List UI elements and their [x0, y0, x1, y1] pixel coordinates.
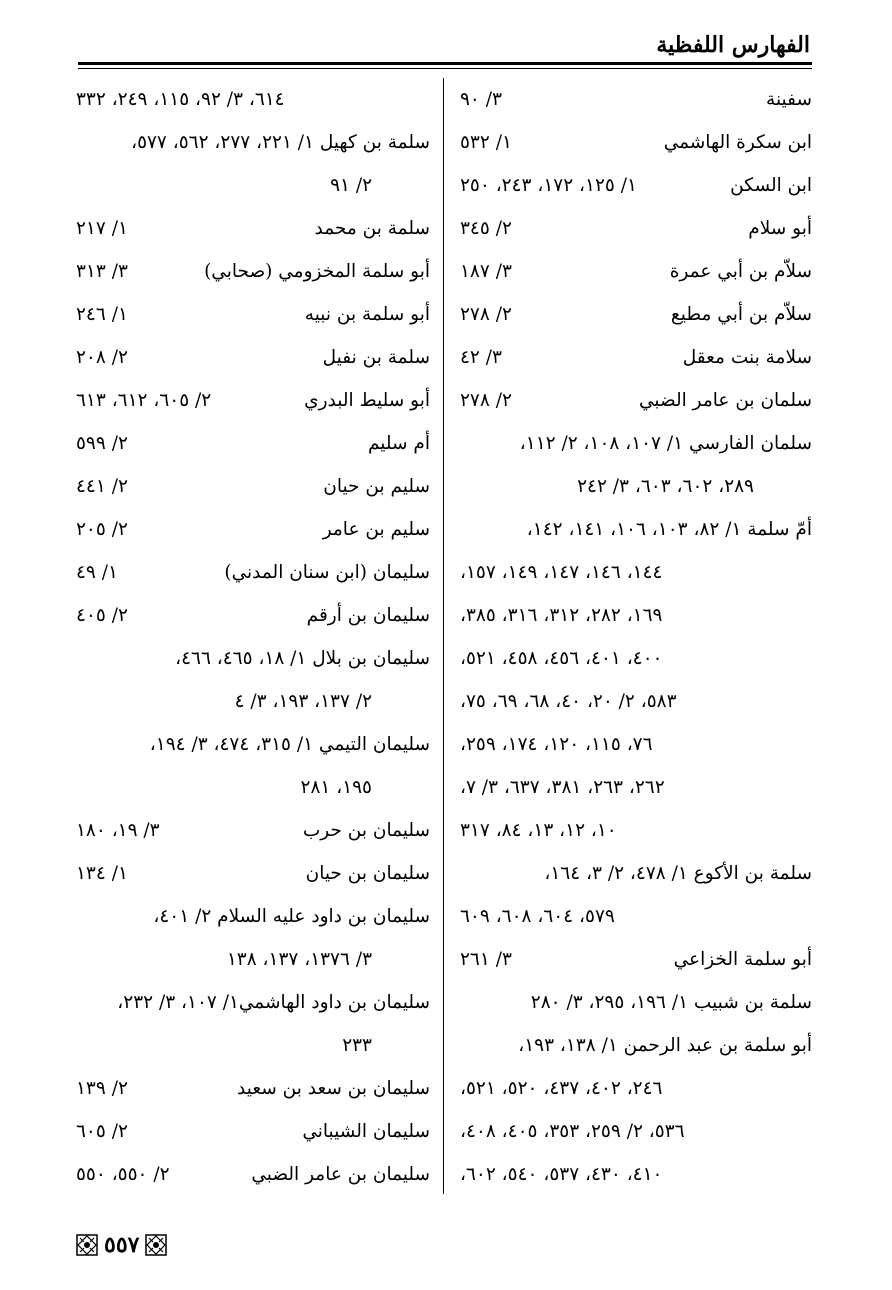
index-entry: [460, 1110, 812, 1153]
entry-ref: ٢/ ٤٤١: [76, 476, 128, 497]
entry-continuation: ٦١٤، ٣/ ٩٢، ١١٥، ٢٤٩، ٣٣٢: [76, 89, 285, 110]
index-entry: [76, 465, 430, 508]
index-entry: [460, 809, 812, 852]
index-entry: [76, 164, 430, 207]
entry-continuation: ٢/ ١٣٧، ١٩٣، ٣/ ٤: [234, 691, 372, 712]
entry-ref: ٢/ ٢٠٨: [76, 347, 128, 368]
entry-text: سلمة بن الأكوع ١/ ٤٧٨، ٢/ ٣، ١٦٤،: [544, 863, 812, 884]
index-entry: [76, 981, 430, 1024]
entry-ref: ٢/ ١٣٩: [76, 1078, 128, 1099]
entry-name: سليمان (ابن سنان المدني): [224, 562, 430, 583]
entry-continuation: ١٤٤، ١٤٦، ١٤٧، ١٤٩، ١٥٧،: [460, 562, 663, 583]
entry-ref: ٣/ ٩٠: [460, 89, 502, 110]
entry-name: سفينة: [766, 89, 812, 110]
header-rule-thick: [78, 62, 812, 65]
index-entry: [460, 250, 812, 293]
entry-name: سليمان بن حيان: [305, 863, 430, 884]
entry-ref: ٢/ ٥٩٩: [76, 433, 128, 454]
entry-text: سلمان الفارسي ١/ ١٠٧، ١٠٨، ٢/ ١١٢،: [519, 433, 812, 454]
entry-name: سلاّم بن أبي مطيع: [670, 304, 812, 325]
index-entry: [460, 121, 812, 164]
entry-ref: ٢/ ٤٠٥: [76, 605, 128, 626]
entry-ref: ٣/ ١٨٧: [460, 261, 512, 282]
entry-continuation: ٤٠٠، ٤٠١، ٤٥٦، ٤٥٨، ٥٢١،: [460, 648, 663, 669]
entry-continuation: ٢٣٣: [342, 1035, 372, 1056]
index-entry: [460, 938, 812, 981]
ornament-icon: [145, 1234, 167, 1256]
entry-continuation: ٢٦٢، ٢٦٣، ٣٨١، ٦٣٧، ٣/ ٧،: [460, 777, 665, 798]
entry-continuation: ٥٨٣، ٢/ ٢٠، ٤٠، ٦٨، ٦٩، ٧٥،: [460, 691, 677, 712]
index-entry: [76, 1024, 430, 1067]
index-entry: [76, 551, 430, 594]
index-entry: [460, 207, 812, 250]
index-entry: [76, 1067, 430, 1110]
index-entry: [460, 379, 812, 422]
entry-name: سليم بن حيان: [323, 476, 430, 497]
entry-ref: ٢/ ٦٠٥، ٦١٢، ٦١٣: [76, 390, 212, 411]
index-entry: [460, 465, 812, 508]
entry-ref: ١/ ٤٩: [76, 562, 118, 583]
entry-text: أبو سلمة بن عبد الرحمن ١/ ١٣٨، ١٩٣،: [518, 1035, 812, 1056]
entry-continuation: ٣/ ١٣٧٦، ١٣٧، ١٣٨: [226, 949, 372, 970]
index-entry: [76, 723, 430, 766]
index-entry: [76, 938, 430, 981]
entry-name: سليمان بن أرقم: [306, 605, 430, 626]
entry-text: سليمان بن داود عليه السلام ٢/ ٤٠١،: [153, 906, 430, 927]
index-entry: [76, 895, 430, 938]
entry-text: أمّ سلمة ١/ ٨٢، ١٠٣، ١٠٦، ١٤١، ١٤٢،: [526, 519, 812, 540]
index-entry: [460, 637, 812, 680]
entry-ref: ١/ ١٣٤: [76, 863, 128, 884]
entry-ref: ٢/ ٣٤٥: [460, 218, 512, 239]
index-entry: [76, 766, 430, 809]
entry-name: سليمان بن سعد بن سعيد: [237, 1078, 430, 1099]
entry-continuation: ١٩٥، ٢٨١: [300, 777, 372, 798]
entry-name: أبو سليط البدري: [304, 390, 430, 411]
entry-ref: ٢/ ٦٠٥: [76, 1121, 128, 1142]
index-entry: [76, 422, 430, 465]
index-entry: [460, 680, 812, 723]
entry-ref: ٢/ ٢٠٥: [76, 519, 128, 540]
index-entry: [76, 293, 430, 336]
index-entry: [460, 1153, 812, 1196]
index-entry: [76, 1153, 430, 1196]
index-entry: [76, 78, 430, 121]
entry-name: سليمان الشيباني: [302, 1121, 430, 1142]
index-entry: [76, 680, 430, 723]
entry-text: سلمة بن شبيب ١/ ١٩٦، ٢٩٥، ٣/ ٢٨٠: [530, 992, 812, 1013]
entry-name: أبو سلمة بن نبيه: [304, 304, 430, 325]
entry-ref: ١/ ٢١٧: [76, 218, 128, 239]
entry-name: سليم بن عامر: [322, 519, 430, 540]
entry-ref: ٢/ ٢٧٨: [460, 304, 512, 325]
index-entry: [460, 1024, 812, 1067]
entry-ref: ٢/ ٥٥٠، ٥٥٠: [76, 1164, 170, 1185]
index-entry: [76, 809, 430, 852]
page-title: الفهارس اللفظية: [656, 32, 810, 58]
index-entry: [76, 637, 430, 680]
entry-ref: ٣/ ٢٦١: [460, 949, 512, 970]
index-entry: [76, 121, 430, 164]
entry-continuation: ٥٧٩، ٦٠٤، ٦٠٨، ٦٠٩: [460, 906, 615, 927]
entry-continuation: ٥٣٦، ٢/ ٢٥٩، ٣٥٣، ٤٠٥، ٤٠٨،: [460, 1121, 685, 1142]
entry-continuation: ٤١٠، ٤٣٠، ٥٣٧، ٥٤٠، ٦٠٢،: [460, 1164, 663, 1185]
index-entry: [76, 207, 430, 250]
entry-text: سليمان التيمي ١/ ٣١٥، ٤٧٤، ٣/ ١٩٤،: [149, 734, 430, 755]
column-divider: [443, 78, 444, 1194]
index-entry: [76, 379, 430, 422]
entry-continuation: ٢/ ٩١: [330, 175, 372, 196]
entry-continuation: ٢٨٩، ٦٠٢، ٦٠٣، ٣/ ٢٤٢: [577, 476, 754, 497]
entry-name: أبو سلمة الخزاعي: [673, 949, 812, 970]
index-entry: [460, 1067, 812, 1110]
page-footer: [76, 1228, 167, 1262]
index-entry: [76, 508, 430, 551]
index-column-left: [76, 78, 430, 1190]
page-number: ٥٥٧: [104, 1232, 140, 1258]
ornament-icon: [76, 1234, 98, 1256]
entry-name: سلمة بن محمد: [314, 218, 430, 239]
index-entry: [460, 293, 812, 336]
entry-name: أم سليم: [368, 433, 430, 454]
entry-continuation: ٢٤٦، ٤٠٢، ٤٣٧، ٥٢٠، ٥٢١،: [460, 1078, 663, 1099]
index-entry: [76, 1110, 430, 1153]
entry-continuation: ٧٦، ١١٥، ١٢٠، ١٧٤، ٢٥٩،: [460, 734, 653, 755]
entry-name: سلمة بن نفيل: [322, 347, 430, 368]
entry-name: سلاّم بن أبي عمرة: [669, 261, 812, 282]
entry-text: سلمة بن كهيل ١/ ٢٢١، ٢٧٧، ٥٦٢، ٥٧٧،: [131, 132, 430, 153]
index-entry: [460, 336, 812, 379]
index-entry: [460, 164, 812, 207]
entry-ref: ٣/ ١٩، ١٨٠: [76, 820, 160, 841]
entry-name: سلمان بن عامر الضبي: [638, 390, 812, 411]
entry-name: أبو سلام: [748, 218, 812, 239]
index-entry: [76, 852, 430, 895]
index-entry: [460, 594, 812, 637]
entry-name: سلامة بنت معقل: [682, 347, 812, 368]
entry-text: سليمان بن بلال ١/ ١٨، ٤٦٥، ٤٦٦،: [175, 648, 430, 669]
index-entry: [460, 766, 812, 809]
entry-ref: ١/ ٥٣٢: [460, 132, 512, 153]
index-entry: [76, 336, 430, 379]
index-entry: [460, 551, 812, 594]
entry-ref: ١/ ١٢٥، ١٧٢، ٢٤٣، ٢٥٠: [460, 175, 637, 196]
header-rule-thin: [78, 68, 812, 69]
entry-ref: ٣/ ٤٢: [460, 347, 502, 368]
entry-name: ابن سكرة الهاشمي: [663, 132, 812, 153]
entry-name: أبو سلمة المخزومي (صحابي): [204, 261, 430, 282]
entry-ref: ٣/ ٣١٣: [76, 261, 128, 282]
entry-continuation: ١٠، ١٢، ١٣، ٨٤، ٣١٧: [460, 820, 617, 841]
index-entry: [460, 422, 812, 465]
index-entry: [460, 508, 812, 551]
index-entry: [460, 895, 812, 938]
index-entry: [460, 852, 812, 895]
index-entry: [76, 250, 430, 293]
entry-continuation: ١٦٩، ٢٨٢، ٣١٢، ٣١٦، ٣٨٥،: [460, 605, 663, 626]
entry-name: سليمان بن عامر الضبي: [251, 1164, 430, 1185]
entry-ref: ١/ ٢٤٦: [76, 304, 128, 325]
entry-ref: ٢/ ٢٧٨: [460, 390, 512, 411]
index-column-right: [460, 78, 812, 1190]
index-entry: [460, 981, 812, 1024]
index-entry: [76, 594, 430, 637]
index-entry: [460, 723, 812, 766]
entry-name: ابن السكن: [730, 175, 812, 196]
entry-name: سليمان بن حرب: [302, 820, 430, 841]
entry-text: سليمان بن داود الهاشمي١/ ١٠٧، ٣/ ٢٣٢،: [117, 992, 430, 1013]
index-entry: [460, 78, 812, 121]
